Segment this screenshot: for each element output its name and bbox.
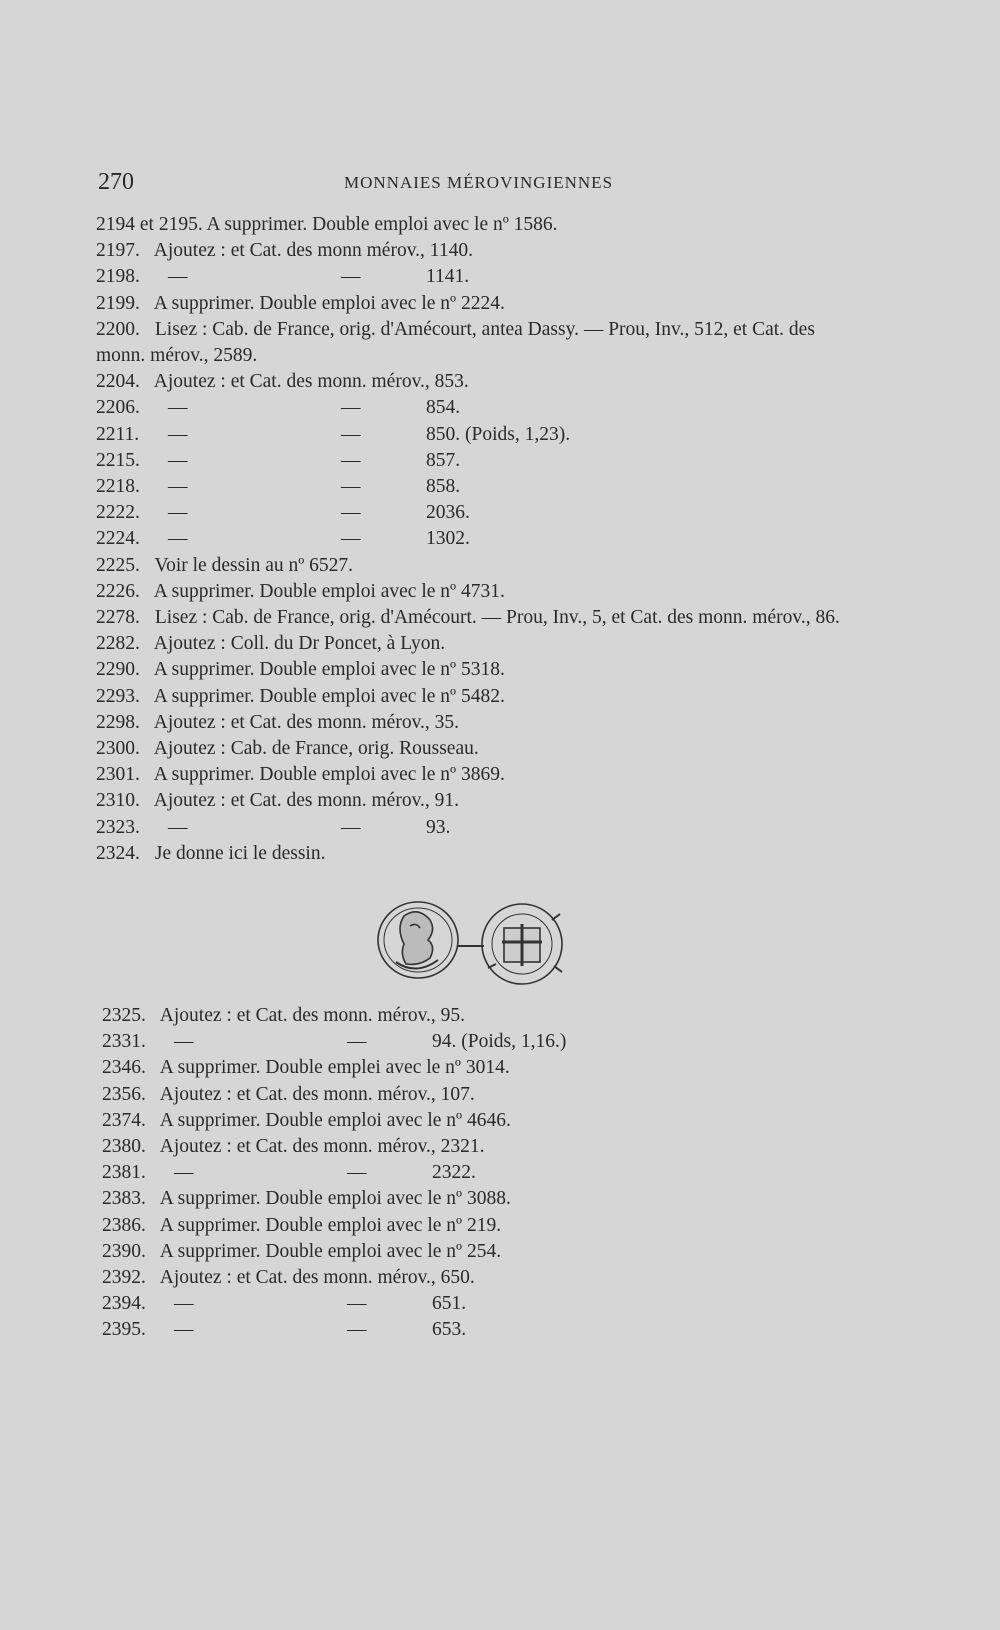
ditto-mark: —	[174, 1031, 194, 1053]
entry-row	[96, 736, 956, 762]
entry-number: 2206.	[96, 397, 140, 419]
ditto-mark: —	[347, 1162, 367, 1184]
ditto-mark: —	[168, 397, 188, 419]
entry-row	[102, 1055, 962, 1081]
entry-row	[96, 788, 956, 814]
entry-row	[102, 1082, 962, 1108]
entry-number: 2199.	[96, 292, 140, 314]
entry-text: Je donne ici le dessin.	[150, 842, 326, 864]
entry-row	[96, 395, 956, 421]
entry-number: 2222.	[96, 502, 140, 524]
entry-number: 2346.	[102, 1057, 146, 1079]
entry-row	[102, 1213, 962, 1239]
ditto-mark: —	[174, 1293, 194, 1315]
entry-row	[96, 238, 956, 264]
ditto-mark: —	[347, 1031, 367, 1053]
entry-value: 1141.	[426, 266, 470, 288]
entry-text: Lisez : Cab. de France, orig. d'Amécourt, antea Dassy. — Prou, Inv., 512, et Cat. des	[150, 318, 815, 340]
entry-text: A supprimer. Double emplei avec le nº 3014.	[156, 1057, 510, 1079]
entry-list-top	[96, 212, 956, 867]
ditto-mark: —	[341, 423, 361, 445]
entry-number: 2204.	[96, 371, 140, 393]
entry-row	[102, 1265, 962, 1291]
entry-row	[102, 1134, 962, 1160]
entry-value: 93.	[426, 816, 451, 838]
entry-row	[102, 1108, 962, 1134]
page-number: 270	[98, 169, 134, 195]
entry-number: 2224.	[96, 528, 140, 550]
entry-value: 858.	[426, 476, 461, 498]
entry-row	[96, 422, 956, 448]
entry-number: 2395.	[102, 1319, 146, 1341]
entry-row	[96, 631, 956, 657]
entry-row	[102, 1029, 962, 1055]
entry-row	[96, 553, 956, 579]
entry-text: Ajoutez : et Cat. des monn. mérov., 95.	[156, 1005, 466, 1026]
entry-number: 2225.	[96, 554, 140, 576]
entry-value: 651.	[432, 1293, 467, 1315]
entry-number: 2392.	[102, 1267, 146, 1289]
entry-number: 2374.	[102, 1109, 146, 1131]
entry-number: 2215.	[96, 449, 140, 471]
ditto-mark: —	[347, 1293, 367, 1315]
entry-row	[96, 291, 956, 317]
ditto-mark: —	[347, 1319, 367, 1341]
ditto-mark: —	[174, 1319, 194, 1341]
entry-row	[102, 1160, 962, 1186]
entry-row	[102, 1239, 962, 1265]
entry-text: Ajoutez : et Cat. des monn mérov., 1140.	[150, 240, 473, 262]
entry-number: 2394.	[102, 1293, 146, 1315]
entry-text: A supprimer. Double emploi avec le nº 2224.	[150, 292, 505, 314]
entry-text: Ajoutez : et Cat. des monn. mérov., 91.	[150, 790, 460, 812]
entry-number: 2218.	[96, 476, 140, 498]
entry-text: Ajoutez : et Cat. des monn. mérov., 107.	[156, 1083, 475, 1105]
entry-number: 2293.	[96, 685, 140, 707]
entry-value: 1302.	[426, 528, 470, 550]
entry-row	[102, 1291, 962, 1317]
entry-text: A supprimer. Double emploi avec le nº 1586.	[202, 214, 558, 235]
entry-text: A supprimer. Double emploi avec le nº 4731.	[150, 580, 505, 602]
entry-number: 2197.	[96, 240, 140, 262]
ditto-mark: —	[341, 502, 361, 524]
ditto-mark: —	[341, 816, 361, 838]
entry-row	[96, 605, 956, 631]
entry-row	[96, 579, 956, 605]
ditto-mark: —	[341, 266, 361, 288]
entry-number: 2194 et 2195.	[96, 214, 203, 235]
ditto-mark: —	[168, 266, 188, 288]
entry-text: Ajoutez : et Cat. des monn. mérov., 650.	[156, 1267, 475, 1289]
entry-row	[96, 657, 956, 683]
entry-number: 2356.	[102, 1083, 146, 1105]
ditto-mark: —	[168, 816, 188, 838]
running-title: MONNAIES MÉROVINGIENNES	[344, 173, 614, 192]
ditto-mark: —	[341, 476, 361, 498]
entry-number: 2200.	[96, 318, 140, 340]
entry-text: A supprimer. Double emploi avec le nº 219.	[156, 1214, 502, 1236]
entry-number: 2298.	[96, 711, 140, 733]
entry-row	[96, 710, 956, 736]
entry-text: Ajoutez : Coll. du Dr Poncet, à Lyon.	[150, 633, 446, 655]
entry-text: A supprimer. Double emploi avec le nº 5318.	[150, 659, 505, 681]
entry-value: 94. (Poids, 1,16.)	[432, 1031, 567, 1053]
entry-text: A supprimer. Double emploi avec le nº 5482.	[150, 685, 505, 707]
entry-number: 2290.	[96, 659, 140, 681]
entry-row	[96, 841, 956, 867]
ditto-mark: —	[168, 423, 188, 445]
entry-row	[96, 815, 956, 841]
entry-number: 2386.	[102, 1214, 146, 1236]
entry-number: 2324.	[96, 842, 140, 864]
entry-number: 2211.	[96, 423, 140, 445]
entry-value: 653.	[432, 1319, 467, 1341]
entry-number: 2380.	[102, 1136, 146, 1158]
entry-number: 2325.	[102, 1005, 146, 1026]
entry-list-bottom	[102, 1003, 962, 1344]
entry-number: 2198.	[96, 266, 140, 288]
ditto-mark: —	[341, 528, 361, 550]
ditto-mark: —	[168, 502, 188, 524]
entry-number: 2301.	[96, 764, 140, 786]
entry-row	[96, 762, 956, 788]
ditto-mark: —	[341, 449, 361, 471]
entry-text: Voir le dessin au nº 6527.	[150, 554, 354, 576]
entry-text: A supprimer. Double emploi avec le nº 3088.	[156, 1188, 511, 1210]
entry-number: 2331.	[102, 1031, 146, 1053]
entry-continuation: monn. mérov., 2589.	[96, 345, 258, 367]
ditto-mark: —	[168, 528, 188, 550]
entry-number: 2310.	[96, 790, 140, 812]
entry-text: A supprimer. Double emploi avec le nº 3869.	[150, 764, 505, 786]
entry-number: 2323.	[96, 816, 140, 838]
entry-row	[96, 684, 956, 710]
entry-number: 2282.	[96, 633, 140, 655]
entry-value: 2036.	[426, 502, 470, 524]
entry-text: Ajoutez : et Cat. des monn. mérov., 35.	[150, 711, 460, 733]
entry-row	[96, 317, 956, 343]
entry-value: 2322.	[432, 1162, 476, 1184]
entry-row	[102, 1003, 962, 1029]
ditto-mark: —	[174, 1162, 194, 1184]
entry-value: 857.	[426, 449, 461, 471]
entry-row	[96, 500, 956, 526]
ditto-mark: —	[341, 397, 361, 419]
entry-number: 2381.	[102, 1162, 146, 1184]
entry-number: 2300.	[96, 738, 140, 760]
entry-row	[102, 1186, 962, 1212]
entry-number: 2278.	[96, 607, 140, 629]
entry-row	[96, 474, 956, 500]
entry-row	[96, 369, 956, 395]
entry-text: A supprimer. Double emploi avec le nº 254.	[156, 1240, 502, 1262]
entry-row	[96, 212, 956, 238]
entry-number: 2383.	[102, 1188, 146, 1210]
entry-text: Ajoutez : et Cat. des monn. mérov., 853.	[150, 371, 469, 393]
entry-value: 854.	[426, 397, 461, 419]
entry-number: 2226.	[96, 580, 140, 602]
entry-text: Ajoutez : et Cat. des monn. mérov., 2321.	[156, 1136, 485, 1158]
ditto-mark: —	[168, 476, 188, 498]
entry-row	[96, 526, 956, 552]
coin-drawing-icon	[376, 896, 588, 992]
entry-text: A supprimer. Double emploi avec le nº 4646.	[156, 1109, 511, 1131]
entry-text: Ajoutez : Cab. de France, orig. Rousseau.	[150, 738, 479, 760]
entry-row	[96, 264, 956, 290]
entry-row	[96, 448, 956, 474]
ditto-mark: —	[168, 449, 188, 471]
entry-row	[102, 1317, 962, 1343]
entry-number: 2390.	[102, 1240, 146, 1262]
entry-text: Lisez : Cab. de France, orig. d'Amécourt. — Prou, Inv., 5, et Cat. des monn. mérov., 86.	[150, 607, 840, 629]
entry-value: 850. (Poids, 1,23).	[426, 423, 571, 445]
